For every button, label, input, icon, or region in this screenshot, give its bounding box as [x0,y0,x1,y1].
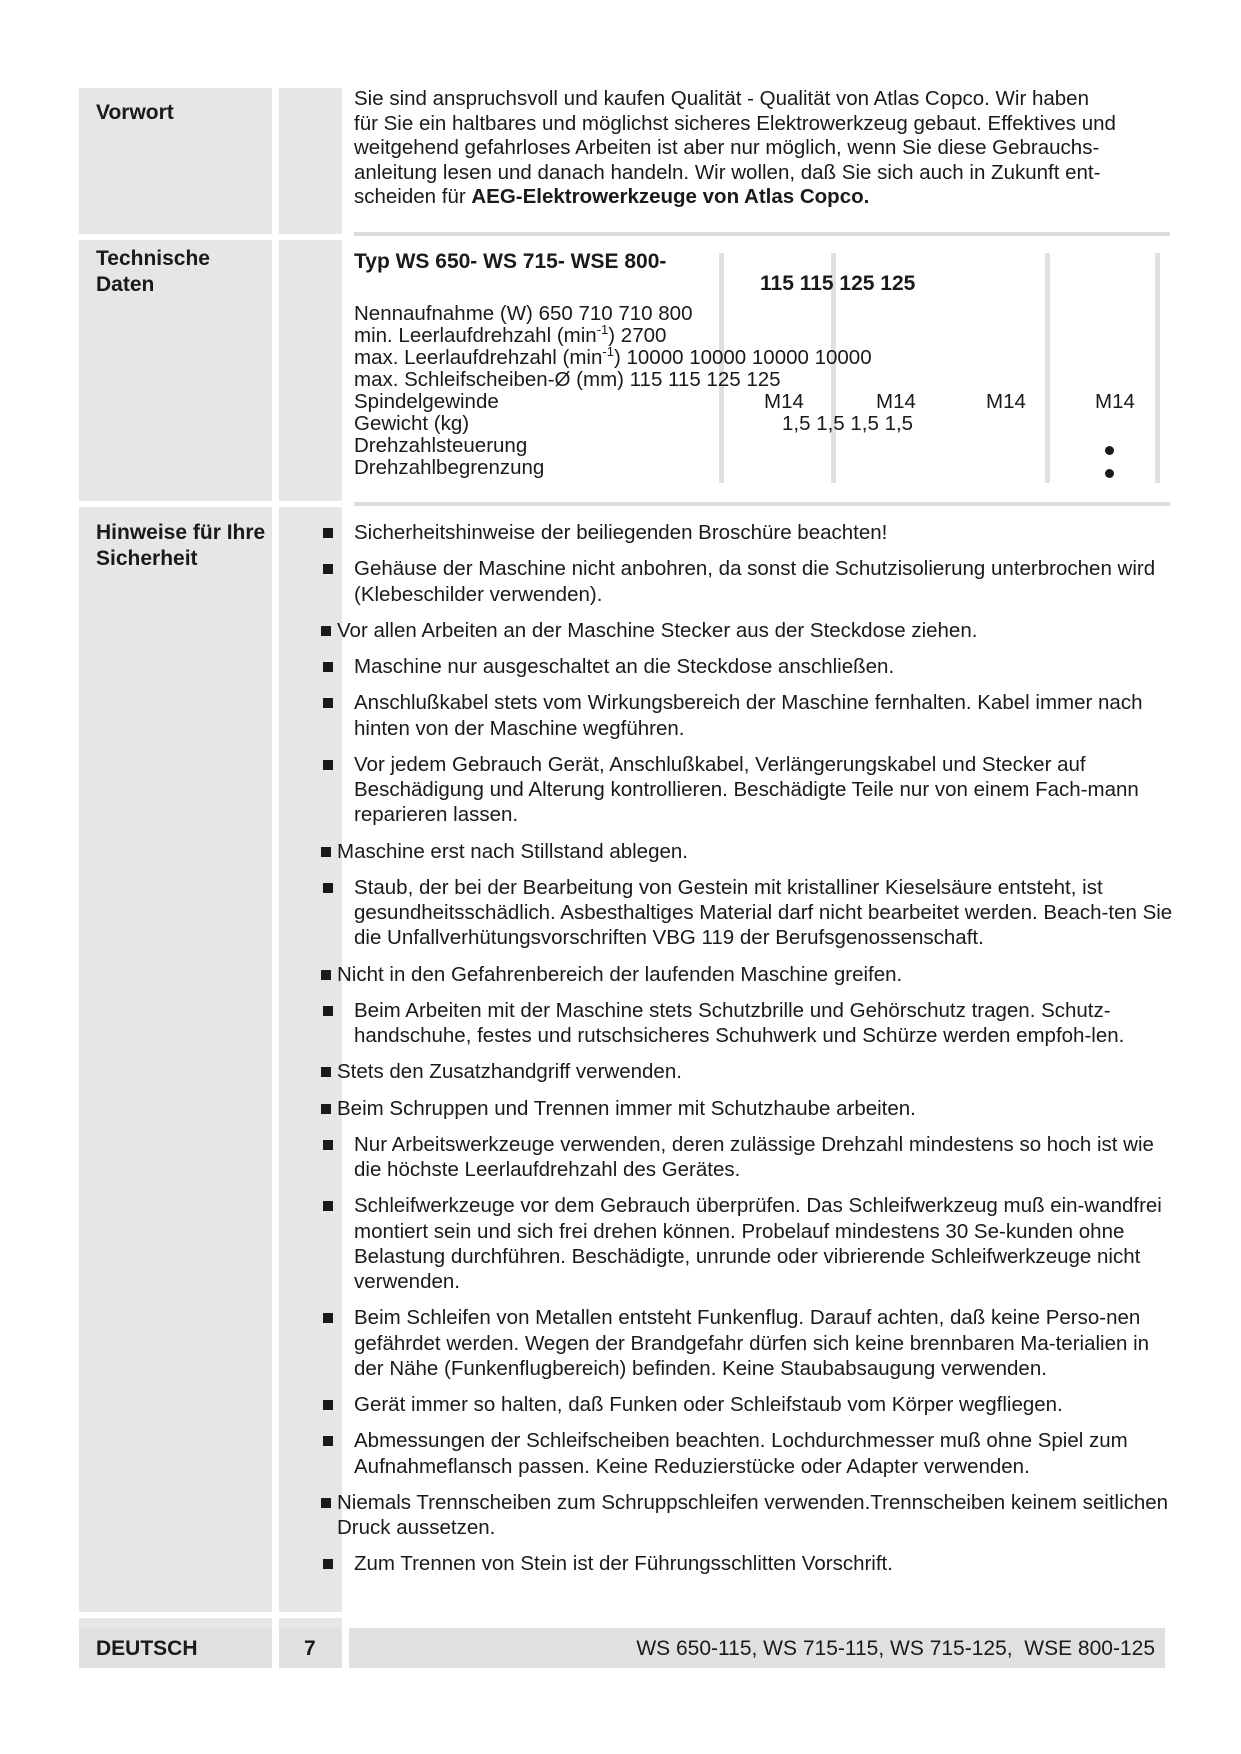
spindelgewinde-value: M14 [876,390,916,413]
spindelgewinde-value: M14 [1095,390,1135,413]
row-nennaufnahme: Nennaufnahme (W) 650 710 710 800 [354,302,693,325]
list-item-text: Beim Arbeiten mit der Maschine stets Schutzbrille und Gehörschutz tragen. Schutz-handschuhe, festes und rutschsicheres Schuhwerk und Schürze werden empfoh-len. [354,998,1125,1048]
list-item [320,690,1175,740]
label-line: Sicherheit [96,547,198,570]
row-drehzahlsteuerung: Drehzahlsteuerung [354,434,528,457]
square-bullet-icon [323,760,333,770]
superscript: -1 [602,344,614,360]
square-bullet-icon [323,1400,333,1410]
list-item-text: Staub, der bei der Bearbeitung von Gestein mit kristalliner Kieselsäure entsteht, ist gesundheitsschädlich. Asbesthaltiges Material darf nicht bearbeitet werden. Beach-ten Sie die Unfallverhütungsvorschriften VBG 119 der Berufsgenossenschaft. [354,875,1173,950]
list-item-text: Vor allen Arbeiten an der Maschine Stecker aus der Steckdose ziehen. [337,618,978,642]
list-item [320,1193,1175,1294]
list-item [320,839,1175,864]
list-item [320,1305,1175,1381]
row-schleifscheiben: max. Schleifscheiben-Ø (mm) 115 115 125 125 [354,368,781,391]
square-bullet-icon [321,1104,331,1114]
section-divider [79,1612,342,1618]
list-item [320,752,1175,828]
square-bullet-icon [323,528,333,538]
vorwort-brand-text: AEG-Elektrowerkzeuge von Atlas Copco. [471,185,870,208]
section-divider [79,501,342,507]
list-item-text: Anschlußkabel stets vom Wirkungsbereich der Maschine fernhalten. Kabel immer nach hinten von der Maschine wegführen. [354,691,1143,740]
label-line: Technische [96,247,210,270]
list-item-text: Beim Schruppen und Trennen immer mit Schutzhaube arbeiten. [337,1096,916,1120]
vorwort-line: für Sie ein haltbares und möglichst sicheres Elektrowerkzeug gebaut. Effektives und [354,111,1116,135]
row-drehzahlbegrenzung: Drehzahlbegrenzung [354,456,545,479]
cell-text: ) 2700 [608,324,667,347]
dot-icon [1105,469,1114,478]
section-divider [79,234,342,240]
label-line: Hinweise für Ihre [96,521,266,544]
list-item [320,1059,1175,1084]
square-bullet-icon [323,883,333,893]
square-bullet-icon [321,1067,331,1077]
list-item-text: Gehäuse der Maschine nicht anbohren, da sonst die Schutzisolierung unterbrochen wird (Klebeschilder verwenden). [354,557,1156,606]
square-bullet-icon [323,1140,333,1150]
list-item [320,654,1175,679]
section-rule [354,232,1170,236]
list-item [320,1490,1175,1540]
list-item-text: Nicht in den Gefahrenbereich der laufenden Maschine greifen. [337,962,903,986]
list-item [320,520,1175,545]
list-item [320,618,1175,643]
square-bullet-icon [321,626,331,636]
list-item-text: Vor jedem Gebrauch Gerät, Anschlußkabel, Verlängerungskabel und Stecker auf Beschädigung und Alterung kontrollieren. Beschädigte Teile nur von einem Fach-mann reparieren lassen. [354,752,1139,827]
vorwort-line: Sie sind anspruchsvoll und kaufen Qualität - Qualität von Atlas Copco. Wir haben [354,87,1089,110]
section-label-vorwort: Vorwort [96,101,174,124]
table-column-bar [1155,253,1160,483]
list-item-text: Schleifwerkzeuge vor dem Gebrauch überprüfen. Das Schleifwerkzeug muß ein-wandfrei montiert sein und sich frei drehen können. Probelauf mindestens 30 Se-kunden ohne Belastung durchführen. Beschädigte, unrunde oder vibrierende Schleifwerkzeuge nicht verwenden. [354,1194,1162,1294]
footer-models: WS 650-115, WS 715-115, WS 715-125, WSE 800-125 [636,1637,1155,1660]
list-item-text: Abmessungen der Schleifscheiben beachten. Lochdurchmesser muß ohne Spiel zum Aufnahmeflansch passen. Keine Reduzierstücke oder Adapter verwenden. [354,1429,1128,1478]
vorwort-line: weitgehend gefahrloses Arbeiten ist aber nur möglich, wenn Sie diese Gebrauchs- [354,136,1100,159]
spindelgewinde-value: M14 [986,390,1026,413]
list-item-text: Niemals Trennscheiben zum Schruppschleifen verwenden.Trennscheiben keinem seitlichen Druck aussetzen. [337,1490,1169,1540]
list-item-text: Stets den Zusatzhandgriff verwenden. [337,1060,682,1084]
square-bullet-icon [321,847,331,857]
footer-language: DEUTSCH [96,1637,198,1660]
typ-header: Typ WS 650- WS 715- WSE 800- [354,250,667,273]
list-item-text: Sicherheitshinweise der beiliegenden Broschüre beachten! [354,521,888,544]
list-item [320,1392,1175,1417]
square-bullet-icon [323,1559,333,1569]
vorwort-line [354,185,1174,210]
list-item-text: Maschine nur ausgeschaltet an die Steckdose anschließen. [354,655,895,679]
table-column-bar [1045,253,1050,483]
list-item-text: Beim Schleifen von Metallen entsteht Funkenflug. Darauf achten, daß keine Perso-nen gefährdet werden. Wegen der Brandgefahr dürfen sich keine brennbaren Ma-terialien in der Nähe (Funkenflugbereich) befinden. Keine Staubabsaugung verwenden. [354,1306,1150,1380]
row-gewicht-label: Gewicht (kg) [354,412,470,435]
square-bullet-icon [323,1436,333,1446]
page-number: 7 [304,1637,316,1660]
square-bullet-icon [323,1201,333,1211]
square-bullet-icon [323,1006,333,1016]
gewicht-values: 1,5 1,5 1,5 1,5 [782,412,914,435]
list-item [320,1096,1175,1121]
list-item [320,556,1175,606]
list-item-text: Gerät immer so halten, daß Funken oder Schleifstaub vom Körper wegfliegen. [354,1393,1063,1417]
dot-icon [1105,446,1114,455]
square-bullet-icon [323,698,333,708]
square-bullet-icon [323,564,333,574]
safety-list [320,520,1175,1588]
superscript: -1 [596,322,609,338]
label-line: Daten [96,273,155,296]
square-bullet-icon [321,1498,331,1508]
list-item [320,1551,1175,1576]
vorwort-line-prefix: scheiden für [354,185,472,208]
square-bullet-icon [323,662,333,672]
row-max-leerlaufdrehzahl [354,344,872,369]
vorwort-line: anleitung lesen und danach handeln. Wir wollen, daß Sie sich auch in Zukunft ent- [354,160,1101,184]
list-item [320,875,1175,951]
list-item [320,962,1175,987]
row-min-leerlaufdrehzahl [354,322,667,347]
cell-text: max. Leerlaufdrehzahl (min [354,346,603,369]
square-bullet-icon [321,970,331,980]
list-item [320,998,1175,1048]
section-label-technische-daten [96,246,210,298]
list-item [320,1428,1175,1478]
row-spindelgewinde-label: Spindelgewinde [354,390,499,413]
spindelgewinde-value: M14 [764,390,804,413]
square-bullet-icon [323,1313,333,1323]
section-rule [354,502,1170,506]
list-item-text: Zum Trennen von Stein ist der Führungsschlitten Vorschrift. [354,1552,893,1576]
section-label-sicherheit [96,520,265,572]
list-item-text: Maschine erst nach Stillstand ablegen. [337,839,688,863]
list-item-text: Nur Arbeitswerkzeuge verwenden, deren zulässige Drehzahl mindestens so hoch ist wie die höchste Leerlaufdrehzahl des Gerätes. [354,1132,1154,1182]
cell-text: min. Leerlaufdrehzahl (min [354,324,597,347]
vorwort-text [354,87,1174,210]
cell-text: ) 10000 10000 10000 10000 [613,346,872,369]
typ-sizes: 115 115 125 125 [760,272,916,295]
sidebar-label-column [79,88,272,1668]
list-item [320,1132,1175,1182]
